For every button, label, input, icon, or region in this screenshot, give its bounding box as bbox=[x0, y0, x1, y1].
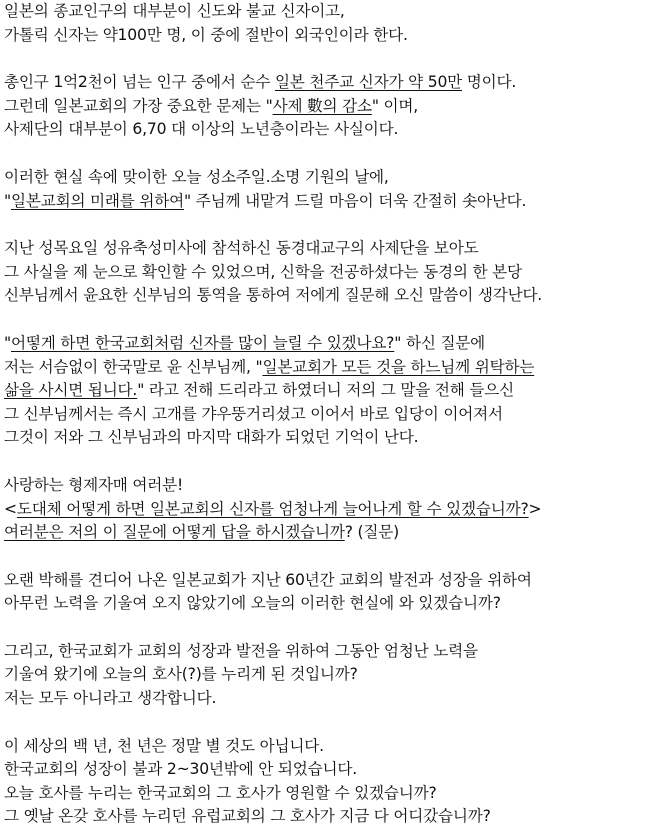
text-line bbox=[4, 237, 668, 261]
underlined-text: 삶을 사시면 됩니다. bbox=[4, 381, 138, 400]
text-line bbox=[4, 0, 668, 24]
text-line bbox=[4, 426, 668, 450]
text-segment: ? (질문) bbox=[344, 523, 400, 542]
text-segment: < bbox=[4, 499, 17, 518]
underlined-text: 사제 數의 감소 bbox=[272, 96, 372, 115]
text-segment: 오랜 박해를 견디어 나온 일본교회가 지난 60년간 교회의 발전과 성장을 위하여 bbox=[4, 570, 532, 589]
paragraph bbox=[4, 0, 668, 47]
text-line bbox=[4, 190, 668, 214]
underlined-text: 일본 천주교 신자가 약 50만 bbox=[274, 73, 463, 92]
text-line bbox=[4, 782, 668, 806]
text-segment: 총인구 1억2천이 넘는 인구 중에서 순수 bbox=[4, 73, 275, 92]
paragraph-spacer bbox=[4, 213, 668, 237]
text-line bbox=[4, 687, 668, 711]
text-segment: 이러한 현실 속에 맞이한 오늘 성소주일.소명 기원의 날에, bbox=[4, 167, 389, 186]
text-line bbox=[4, 24, 668, 48]
text-line bbox=[4, 663, 668, 687]
text-line bbox=[4, 332, 668, 356]
text-segment: " bbox=[4, 191, 11, 210]
text-line bbox=[4, 379, 668, 403]
text-line bbox=[4, 118, 668, 142]
text-segment: 사제단의 대부분이 6,70 대 이상의 노년층이라는 사실이다. bbox=[4, 120, 399, 139]
text-segment: 그런데 일본교회의 가장 중요한 문제는 " bbox=[4, 96, 273, 115]
paragraph-spacer bbox=[4, 47, 668, 71]
underlined-text: 어떻게 하면 한국교회처럼 신자를 많이 늘릴 수 있겠나요? bbox=[10, 333, 395, 352]
text-segment: 이 세상의 백 년, 천 년은 정말 별 것도 아닙니다. bbox=[4, 736, 324, 755]
text-segment: 그 옛날 온갖 호사를 누리던 유럽교회의 그 호사가 지금 다 어디갔습니까? bbox=[4, 807, 491, 826]
underlined-text: 여러분은 저의 이 질문에 어떻게 답을 하시겠습니까 bbox=[4, 523, 345, 542]
text-line bbox=[4, 474, 668, 498]
paragraph bbox=[4, 474, 668, 545]
text-segment: " 주님께 내맡겨 드릴 마음이 더욱 간절히 솟아난다. bbox=[184, 191, 527, 210]
text-line bbox=[4, 805, 668, 829]
paragraph-spacer bbox=[4, 450, 668, 474]
text-line bbox=[4, 166, 668, 190]
paragraph bbox=[4, 332, 668, 450]
text-segment: 그것이 저와 그 신부님과의 마지막 대화가 되었던 기억이 난다. bbox=[4, 428, 419, 447]
text-segment: 저는 서슴없이 한국말로 윤 신부님께, " bbox=[4, 357, 263, 376]
text-segment: 가톨릭 신자는 약100만 명, 이 중에 절반이 외국인이라 한다. bbox=[4, 25, 408, 44]
text-segment: 신부님께서 윤요한 신부님의 통역을 통하여 저에게 질문해 오신 말씀이 생각난다. bbox=[4, 286, 543, 305]
paragraph bbox=[4, 166, 668, 213]
text-segment: 한국교회의 성장이 불과 2~30년밖에 안 되었습니다. bbox=[4, 760, 357, 779]
text-segment: 그 신부님께서는 즉시 고개를 갸우뚱거리셨고 이어서 바로 입당이 이어져서 bbox=[4, 404, 503, 423]
text-line bbox=[4, 95, 668, 119]
text-line bbox=[4, 403, 668, 427]
text-segment: 사랑하는 형제자매 여러분! bbox=[4, 475, 184, 494]
text-line bbox=[4, 569, 668, 593]
text-line bbox=[4, 521, 668, 545]
text-segment: 그 사실을 제 눈으로 확인할 수 있었으며, 신학을 전공하셨다는 동경의 한 본당 bbox=[4, 262, 522, 281]
text-segment: 명이다. bbox=[462, 73, 517, 92]
paragraph bbox=[4, 237, 668, 308]
paragraph-spacer bbox=[4, 711, 668, 735]
text-line bbox=[4, 758, 668, 782]
paragraph-spacer bbox=[4, 545, 668, 569]
paragraph-spacer bbox=[4, 616, 668, 640]
underlined-text: 일본교회가 모든 것을 하느님께 위탁하는 bbox=[262, 357, 535, 376]
text-segment: " 라고 전해 드리라고 하였더니 저의 그 말을 전해 들으신 bbox=[137, 381, 514, 400]
paragraph-spacer bbox=[4, 142, 668, 166]
text-line bbox=[4, 284, 668, 308]
text-segment: > bbox=[528, 499, 542, 518]
text-line bbox=[4, 640, 668, 664]
underlined-text: 일본교회의 미래를 위하여 bbox=[10, 191, 184, 210]
text-segment: 오늘 호사를 누리는 한국교회의 그 호사가 영원할 수 있겠습니까? bbox=[4, 783, 437, 802]
document-body bbox=[4, 0, 668, 829]
paragraph-spacer bbox=[4, 308, 668, 332]
text-line bbox=[4, 261, 668, 285]
paragraph bbox=[4, 640, 668, 711]
text-segment: 일본의 종교인구의 대부분이 신도와 불교 신자이고, bbox=[4, 2, 345, 20]
text-segment: " 하신 질문에 bbox=[394, 333, 486, 352]
text-line bbox=[4, 592, 668, 616]
text-segment: 기울여 왔기에 오늘의 호사(?)를 누리게 된 것입니까? bbox=[4, 665, 358, 684]
text-line bbox=[4, 735, 668, 759]
text-line bbox=[4, 71, 668, 95]
text-segment: " 이며, bbox=[371, 96, 419, 115]
underlined-text: 도대체 어떻게 하면 일본교회의 신자를 엄청나게 늘어나게 할 수 있겠습니까? bbox=[16, 499, 529, 518]
text-line bbox=[4, 356, 668, 380]
text-segment: 아무런 노력을 기울여 오지 않았기에 오늘의 이러한 현실에 와 있겠습니까? bbox=[4, 594, 501, 613]
text-segment: 지난 성목요일 성유축성미사에 참석하신 동경대교구의 사제단을 보아도 bbox=[4, 239, 479, 258]
text-line bbox=[4, 498, 668, 522]
text-segment: 저는 모두 아니라고 생각합니다. bbox=[4, 689, 217, 708]
paragraph bbox=[4, 71, 668, 142]
text-segment: 그리고, 한국교회가 교회의 성장과 발전을 위하여 그동안 엄청난 노력을 bbox=[4, 641, 478, 660]
paragraph bbox=[4, 735, 668, 829]
paragraph bbox=[4, 569, 668, 616]
text-segment: " bbox=[4, 333, 11, 352]
